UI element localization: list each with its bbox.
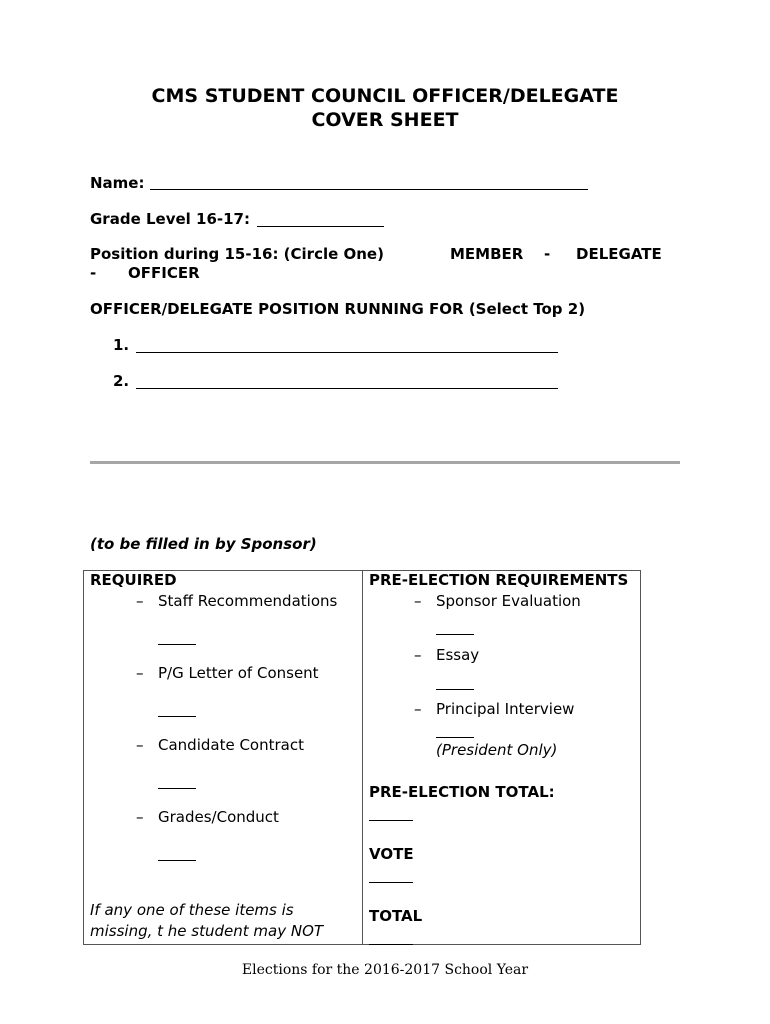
total-label: TOTAL: [369, 907, 423, 925]
vote-label: VOTE: [369, 845, 414, 863]
position-label: Position during 15-16: (Circle One): [90, 245, 384, 263]
table-column-divider: [362, 570, 363, 945]
required-note-line1: If any one of these items is: [90, 901, 294, 919]
required-header: REQUIRED: [90, 571, 177, 589]
option-separator: -: [90, 264, 97, 282]
page-footer: Elections for the 2016-2017 School Year: [241, 962, 529, 978]
grade-level-label: Grade Level 16-17:: [90, 210, 250, 228]
vote-blank[interactable]: [369, 882, 413, 883]
pre-election-item-essay: Essay: [436, 646, 480, 664]
list-item: [136, 808, 279, 826]
pre-election-header: PRE-ELECTION REQUIREMENTS: [369, 571, 629, 589]
sponsor-note: (to be filled in by Sponsor): [90, 535, 317, 553]
option-separator: -: [544, 245, 551, 263]
grade-level-field[interactable]: [257, 226, 384, 227]
option-delegate[interactable]: DELEGATE: [576, 245, 662, 263]
list-item: [136, 736, 304, 754]
sponsor-evaluation-blank[interactable]: [436, 634, 474, 635]
pre-election-item-principal-interview: Principal Interview: [436, 700, 575, 718]
option-member[interactable]: MEMBER: [450, 245, 524, 263]
section-divider: [90, 461, 680, 464]
grades-conduct-blank[interactable]: [158, 860, 196, 861]
dash-bullet: –: [414, 592, 422, 610]
name-field[interactable]: [150, 189, 588, 190]
choice-2-label: 2.: [113, 372, 130, 390]
candidate-contract-blank[interactable]: [158, 788, 196, 789]
list-item: [414, 646, 479, 664]
pg-letter-blank[interactable]: [158, 716, 196, 717]
choice-1-field[interactable]: [136, 352, 558, 353]
pre-election-total-label: PRE-ELECTION TOTAL:: [369, 783, 555, 801]
list-item: [414, 592, 581, 610]
list-item: [414, 700, 574, 718]
dash-bullet: –: [136, 592, 144, 610]
total-blank[interactable]: [369, 944, 413, 945]
dash-bullet: –: [136, 808, 144, 826]
choice-1-label: 1.: [113, 336, 130, 354]
principal-interview-blank[interactable]: [436, 737, 474, 738]
choice-2-field[interactable]: [136, 388, 558, 389]
list-item: [136, 592, 337, 610]
pre-election-total-blank[interactable]: [369, 820, 413, 821]
page-title-line1: CMS STUDENT COUNCIL OFFICER/DELEGATE: [151, 85, 619, 107]
required-item-grades-conduct: Grades/Conduct: [158, 808, 279, 826]
dash-bullet: –: [136, 664, 144, 682]
required-note-line2: missing, t he student may NOT: [90, 922, 324, 940]
required-item-candidate-contract: Candidate Contract: [158, 736, 304, 754]
option-officer[interactable]: OFFICER: [128, 264, 200, 282]
list-item: [136, 664, 319, 682]
dash-bullet: –: [136, 736, 144, 754]
staff-recommendations-blank[interactable]: [158, 644, 196, 645]
president-only-note: (President Only): [436, 741, 558, 759]
essay-blank[interactable]: [436, 689, 474, 690]
running-for-label: OFFICER/DELEGATE POSITION RUNNING FOR (Select Top 2): [90, 300, 586, 318]
dash-bullet: –: [414, 700, 422, 718]
required-item-pg-letter: P/G Letter of Consent: [158, 664, 319, 682]
required-item-staff-recommendations: Staff Recommendations: [158, 592, 338, 610]
dash-bullet: –: [414, 646, 422, 664]
page-title-line2: COVER SHEET: [311, 109, 459, 131]
name-label: Name:: [90, 174, 145, 192]
pre-election-item-sponsor-evaluation: Sponsor Evaluation: [436, 592, 581, 610]
